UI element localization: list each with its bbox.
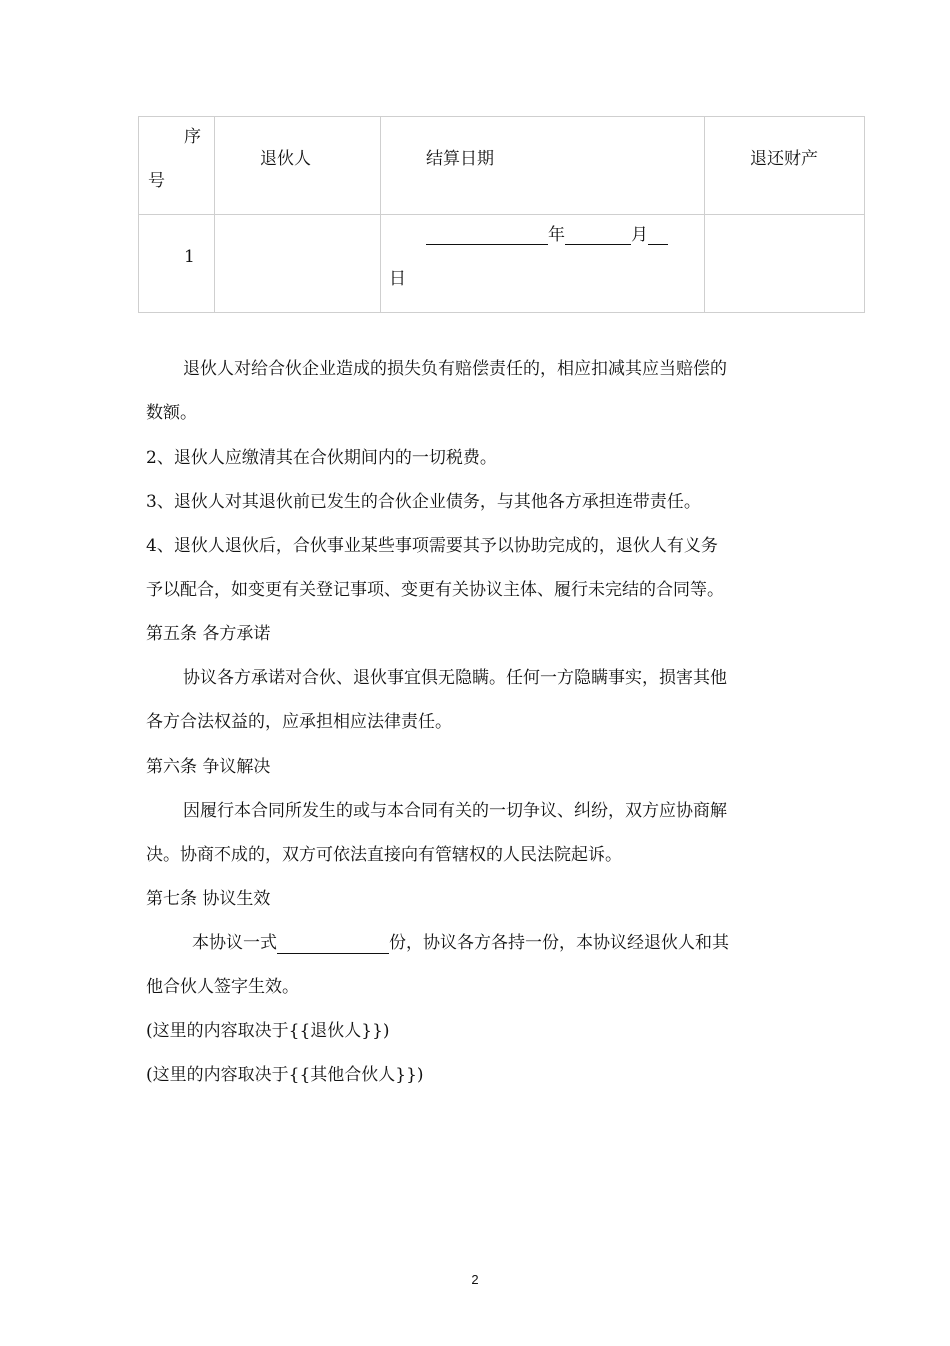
table-divider <box>139 214 864 215</box>
article-7-title: 第七条 协议生效 <box>146 889 271 909</box>
note-withdrawing-partner: (这里的内容取决于{{退伙人}}) <box>146 1021 390 1041</box>
copies-blank <box>277 935 389 954</box>
row-seq: 1 <box>184 247 195 267</box>
article-5-title: 第五条 各方承诺 <box>146 624 271 644</box>
paragraph-compensation-line2: 数额。 <box>146 403 197 423</box>
month-label: 月 <box>631 225 648 245</box>
item-3: 3、退伙人对其退伙前已发生的合伙企业债务，与其他各方承担连带责任。 <box>146 492 701 512</box>
article-7-line1-start: 本协议一式 <box>192 933 277 953</box>
year-blank <box>426 226 548 245</box>
article-7-line1 <box>192 932 729 954</box>
row-date-line1 <box>426 225 668 245</box>
page-number: 2 <box>471 1272 479 1287</box>
header-person: 退伙人 <box>260 149 311 169</box>
article-7-line1-end: 份，协议各方各持一份，本协议经退伙人和其 <box>389 933 729 953</box>
header-property: 退还财产 <box>750 149 818 169</box>
header-seq-part2: 号 <box>148 171 165 191</box>
article-7-line2: 他合伙人签字生效。 <box>146 977 299 997</box>
year-label: 年 <box>548 225 565 245</box>
item-2: 2、退伙人应缴清其在合伙期间内的一切税费。 <box>146 448 497 468</box>
note-other-partners: (这里的内容取决于{{其他合伙人}}) <box>146 1065 424 1085</box>
month-blank <box>565 226 631 245</box>
article-6-line1: 因履行本合同所发生的或与本合同有关的一切争议、纠纷，双方应协商解 <box>183 801 727 821</box>
article-6-line2: 决。协商不成的，双方可依法直接向有管辖权的人民法院起诉。 <box>146 845 622 865</box>
day-blank <box>648 226 668 245</box>
item-4-line1: 4、退伙人退伙后，合伙事业某些事项需要其予以协助完成的，退伙人有义务 <box>146 536 718 556</box>
header-date: 结算日期 <box>426 149 494 169</box>
article-6-title: 第六条 争议解决 <box>146 757 271 777</box>
row-date-day: 日 <box>389 269 406 289</box>
article-5-line1: 协议各方承诺对合伙、退伙事宜俱无隐瞒。任何一方隐瞒事实，损害其他 <box>183 668 727 688</box>
article-5-line2: 各方合法权益的，应承担相应法律责任。 <box>146 712 452 732</box>
paragraph-compensation-line1: 退伙人对给合伙企业造成的损失负有赔偿责任的，相应扣减其应当赔偿的 <box>183 359 727 379</box>
item-4-line2: 予以配合，如变更有关登记事项、变更有关协议主体、履行未完结的合同等。 <box>146 580 724 600</box>
header-seq-part1: 序 <box>184 127 201 147</box>
settlement-table <box>138 116 865 313</box>
